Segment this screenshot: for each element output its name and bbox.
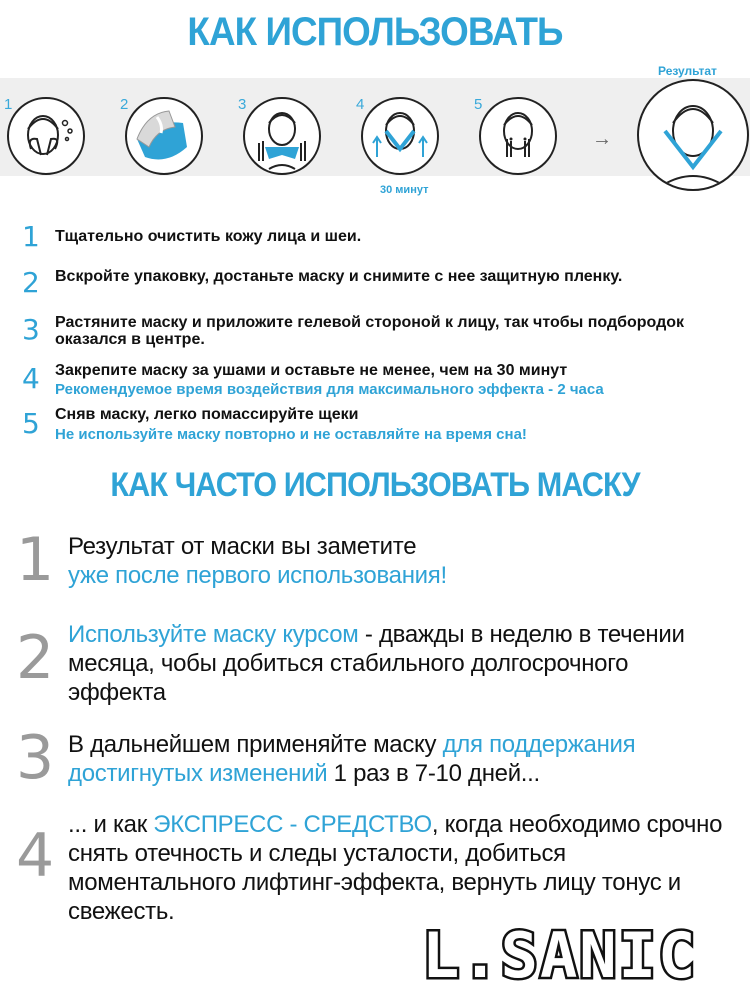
instruction-text: Вскройте упаковку, достаньте маску и снимите с нее защитную пленку. [55,268,623,285]
frequency-text-tail: 1 раз в 7-10 дней... [327,760,540,787]
face-wash-icon [9,99,83,173]
frequency-text-main: Результат от маски вы заметите [68,533,417,560]
instruction-note: Рекомендуемое время воздействия для максимального эффекта - 2 часа [55,381,604,398]
frequency-text [68,532,728,590]
instruction-text: Закрепите маску за ушами и оставьте не менее, чем на 30 минут [55,362,568,379]
massage-icon [481,99,555,173]
duration-label: 30 минут [380,184,429,196]
frequency-text [68,810,728,926]
frequency-text-main: ... и как [68,811,154,838]
step-4-wear-mask-illustration [361,97,439,175]
instruction-number: 1 [22,220,40,253]
frequency-text-main: - дважды в неделю в течении месяца, чобы добиться стабильного долгосрочного эффекта [68,621,685,706]
section-title: КАК ЧАСТО ИСПОЛЬЗОВАТЬ МАСКУ [110,466,640,504]
arrow-right-icon: → [592,128,612,150]
apply-mask-icon [245,99,319,173]
frequency-text [68,620,728,707]
frequency-text [68,730,728,788]
instruction-text: Сняв маску, легко помассируйте щеки [55,406,359,423]
frequency-text-highlight: ЭКСПРЕСС - СРЕДСТВО [153,811,432,838]
mask-package-icon [127,99,201,173]
brand-logo: L.SANIC [422,919,698,992]
frequency-number: 3 [16,723,55,793]
instruction-number: 3 [22,313,40,346]
step-number-3: 3 [238,96,247,113]
step-5-massage-illustration [479,97,557,175]
frequency-text-highlight: Используйте маску курсом [68,621,359,648]
frequency-number: 2 [16,623,55,693]
frequency-number: 1 [16,525,55,595]
step-number-1: 1 [4,96,13,113]
instruction-text: Тщательно очистить кожу лица и шеи. [55,228,362,245]
instruction-number: 2 [22,266,40,299]
result-face-illustration [637,79,749,191]
step-number-4: 4 [356,96,365,113]
instruction-note: Не используйте маску повторно и не оставляйте на время сна! [55,426,527,443]
step-1-face-wash-illustration [7,97,85,175]
lifted-face-icon [639,81,747,189]
frequency-number: 4 [16,821,55,891]
frequency-text-tail: , когда необходимо срочно снять отечность и следы усталости, добиться моментального лифтинг-эффекта, вернуть лицу тонус и свежесть. [68,811,723,925]
instruction-number: 4 [22,362,40,395]
step-3-apply-mask-illustration [243,97,321,175]
step-number-2: 2 [120,96,129,113]
result-label: Результат [658,64,717,78]
step-2-open-package-illustration [125,97,203,175]
frequency-text-main: В дальнейшем применяйте маску [68,731,443,758]
frequency-text-highlight: уже после первого использования! [68,562,447,589]
instruction-text: Растяните маску и приложите гелевой стороной к лицу, так чтобы подбородок оказался в центре. [55,314,685,348]
instruction-number: 5 [22,407,40,440]
frequency-text-highlight: для поддержания достигнутых изменений [68,731,636,787]
wear-mask-icon [363,99,437,173]
page-title: КАК ИСПОЛЬЗОВАТЬ [187,10,563,54]
step-number-5: 5 [474,96,483,113]
